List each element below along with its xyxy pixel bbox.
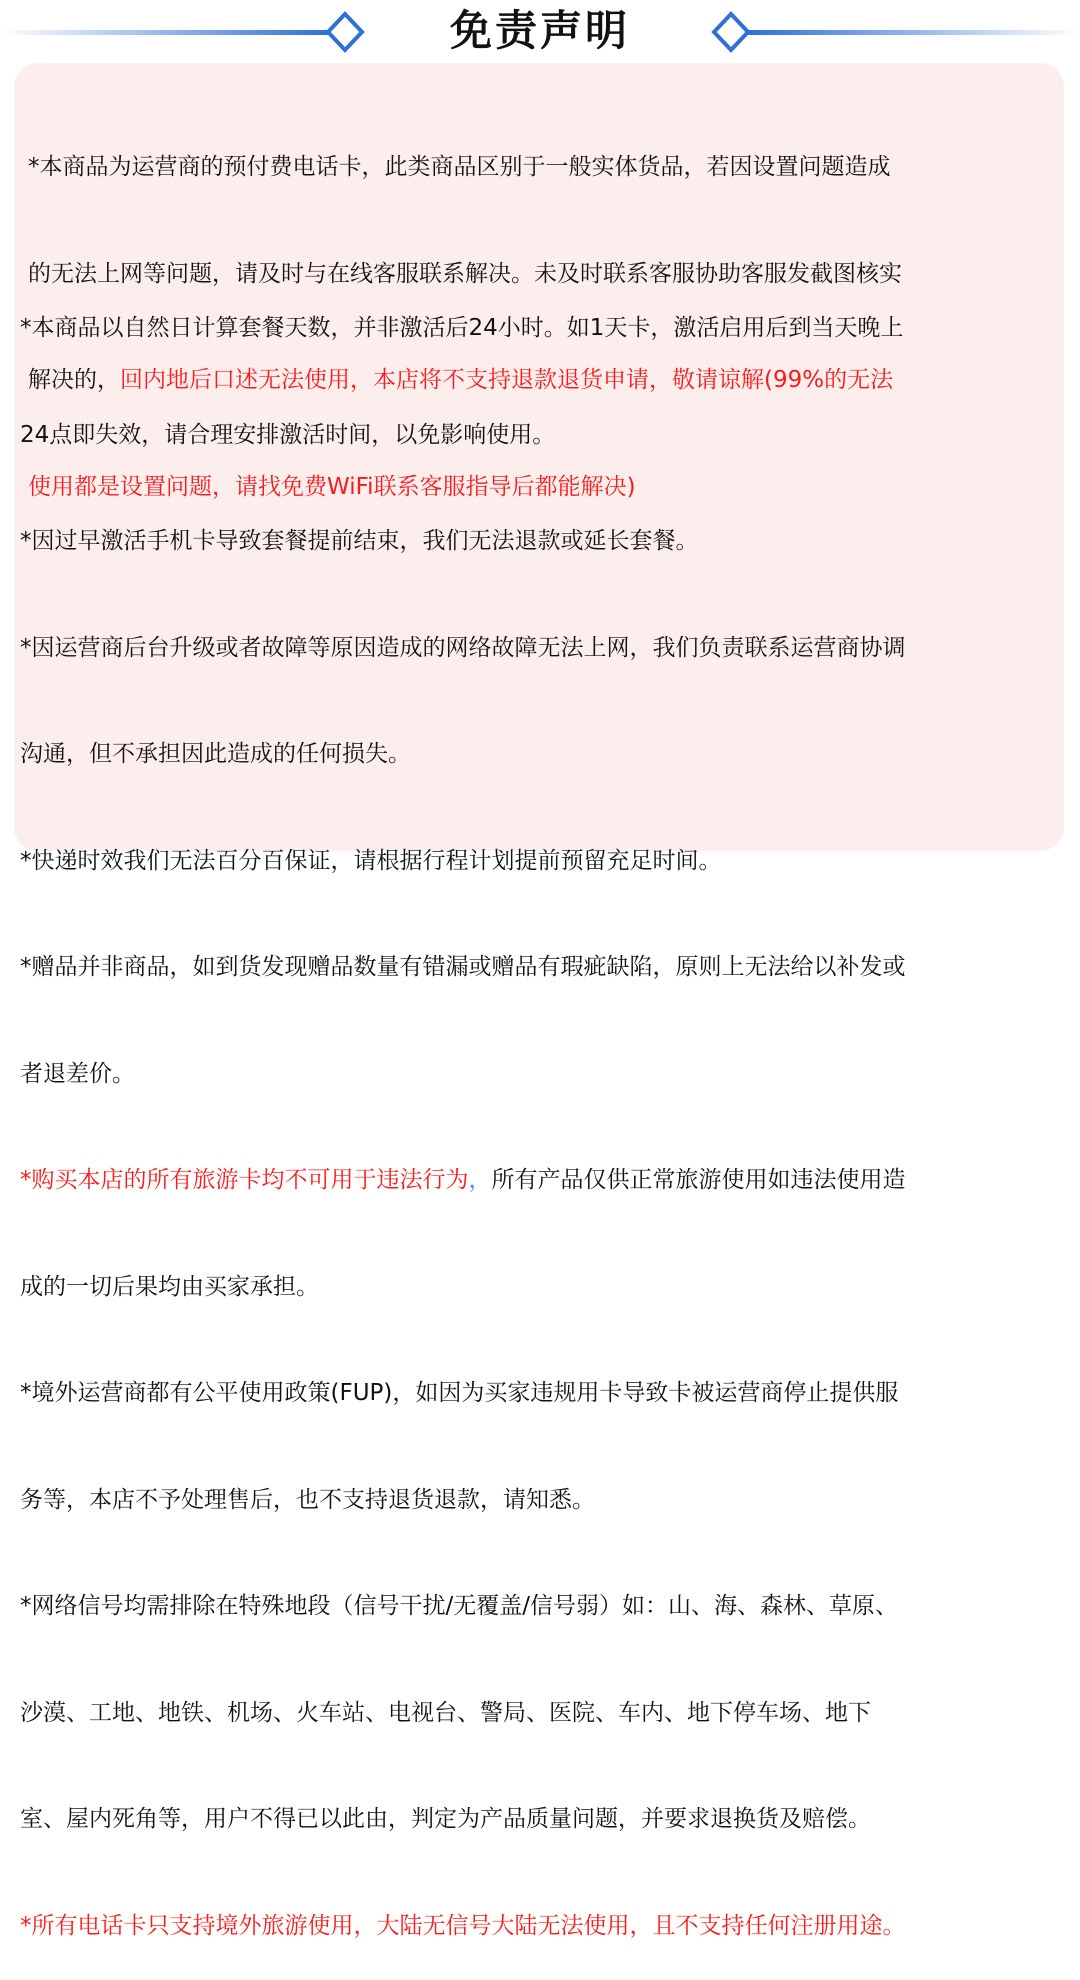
notice-line: *快递时效我们无法百分百保证，请根据行程计划提前预留充足时间。 <box>20 847 722 874</box>
notice-line: 者退差价。 <box>20 1060 135 1087</box>
notice-text: 所有产品仅供正常旅游使用如违法使用造 <box>491 1167 906 1193</box>
comma-text: ， <box>468 1167 492 1193</box>
header <box>0 0 1080 62</box>
notice-line: 成的一切后果均由买家承担。 <box>20 1273 319 1300</box>
refund-warning-text: 回内地后口述无法使用，本店将不支持退款退货申请，敬请谅解(99%的无法 <box>120 367 894 393</box>
illegal-use-warning-text: *购买本店的所有旅游卡均不可用于违法行为 <box>20 1167 469 1193</box>
notice-line: *因运营商后台升级或者故障等原因造成的网络故障无法上网，我们负责联系运营商协调 <box>20 634 906 661</box>
notice-line: *本商品以自然日计算套餐天数，并非激活后24小时。如1天卡，激活启用后到当天晚上 <box>20 315 904 341</box>
notice-line: 沟通，但不承担因此造成的任何损失。 <box>20 741 411 767</box>
notice-line: *境外运营商都有公平使用政策(FUP)，如因为买家违规用卡导致卡被运营商停止提供服 <box>20 1380 899 1406</box>
notice-line: *因过早激活手机卡导致套餐提前结束，我们无法退款或延长套餐。 <box>20 528 699 554</box>
notice-line: *网络信号均需排除在特殊地段（信号干扰/无覆盖/信号弱）如：山、海、森林、草原、 <box>20 1593 898 1619</box>
notice-line: 的无法上网等问题，请及时与在线客服联系解决。未及时联系客服协助客服发截图核实 <box>28 260 902 287</box>
page-title: 免责声明 <box>449 6 630 55</box>
notice-line: *赠品并非商品，如到货发现赠品数量有错漏或赠品有瑕疵缺陷，原则上无法给以补发或 <box>20 954 906 980</box>
notice-line: 室、屋内死角等，用户不得已以此由，判定为产品质量问题，并要求退换货及赔偿。 <box>20 1806 871 1832</box>
notice-line: 24点即失效，请合理安排激活时间，以免影响使用。 <box>20 421 556 448</box>
notice-line: *本商品为运营商的预付费电话卡，此类商品区别于一般实体货品，若因设置问题造成 <box>28 154 891 180</box>
overseas-only-warning-text: *所有电话卡只支持境外旅游使用，大陆无信号大陆无法使用，且不支持任何注册用途。 <box>20 1912 906 1939</box>
notice-line: 务等，本店不予处理售后，也不支持退货退款，请知悉。 <box>20 1486 595 1513</box>
notice-block-2 <box>20 240 906 1980</box>
refund-warning-text: 使用都是设置问题，请找免费WiFi联系客服指导后都能解决) <box>28 473 636 500</box>
notice-text: 解决的， <box>28 367 120 393</box>
notice-line: 沙漠、工地、地铁、机场、火车站、电视台、警局、医院、车内、地下停车场、地下 <box>20 1699 871 1726</box>
notice-line <box>20 1163 906 1199</box>
